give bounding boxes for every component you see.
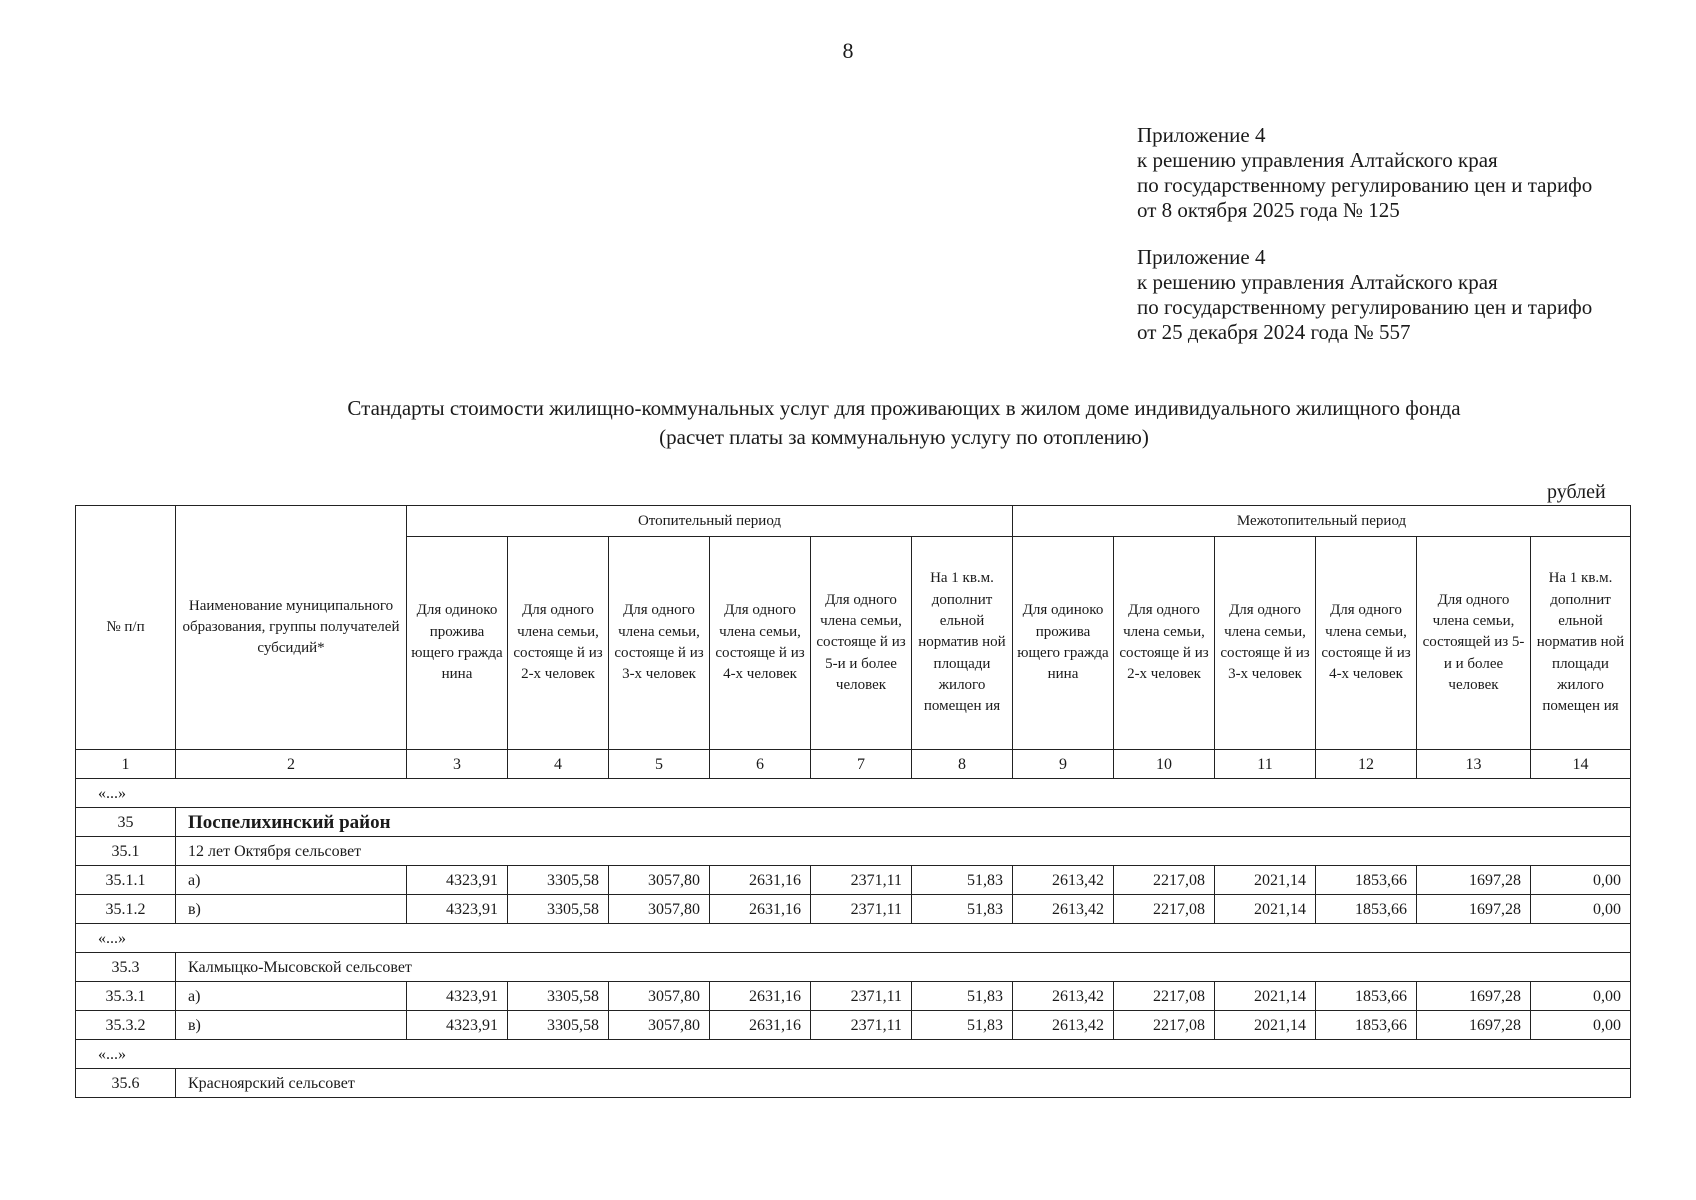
column-number: 13 <box>1417 750 1531 779</box>
header-col-10: Для одного члена семьи, состояще й из 2-х человек <box>1114 537 1215 750</box>
row-group: а) <box>176 866 407 895</box>
cell-value: 2631,16 <box>710 866 811 895</box>
cell-value: 2217,08 <box>1114 895 1215 924</box>
column-number: 14 <box>1531 750 1631 779</box>
table-row <box>76 895 1631 924</box>
column-number: 10 <box>1114 750 1215 779</box>
cell-value: 3305,58 <box>508 895 609 924</box>
cell-value: 3305,58 <box>508 1011 609 1040</box>
column-number: 9 <box>1013 750 1114 779</box>
annex-previous <box>1137 245 1592 345</box>
cell-value: 1853,66 <box>1316 895 1417 924</box>
settlement-row <box>76 953 1631 982</box>
cell-value: 4323,91 <box>407 895 508 924</box>
document-title <box>150 394 1658 452</box>
cell-value: 4323,91 <box>407 866 508 895</box>
column-number: 4 <box>508 750 609 779</box>
cell-value: 1697,28 <box>1417 982 1531 1011</box>
title-line-2: (расчет платы за коммунальную услугу по отоплению) <box>659 425 1149 449</box>
page-number: 8 <box>842 38 854 63</box>
column-number: 5 <box>609 750 710 779</box>
row-num: 35.3.1 <box>76 982 176 1011</box>
settlement-name: Калмыцко-Мысовской сельсовет <box>176 953 1631 982</box>
cell-value: 2631,16 <box>710 895 811 924</box>
annex-line: к решению управления Алтайского края <box>1137 270 1498 294</box>
header-col-12: Для одного члена семьи, состояще й из 4-х человек <box>1316 537 1417 750</box>
district-name: Поспелихинский район <box>176 808 1631 837</box>
cell-value: 0,00 <box>1531 982 1631 1011</box>
cell-value: 51,83 <box>912 982 1013 1011</box>
row-group: в) <box>176 1011 407 1040</box>
cell-value: 3057,80 <box>609 1011 710 1040</box>
cell-value: 2613,42 <box>1013 866 1114 895</box>
column-number: 1 <box>76 750 176 779</box>
cell-value: 0,00 <box>1531 1011 1631 1040</box>
header-col-9: Для одиноко прожива ющего гражда нина <box>1013 537 1114 750</box>
column-number: 7 <box>811 750 912 779</box>
annex-line: по государственному регулированию цен и тарифо <box>1137 173 1593 197</box>
cell-value: 2021,14 <box>1215 982 1316 1011</box>
table-row <box>76 982 1631 1011</box>
cell-value: 51,83 <box>912 895 1013 924</box>
cell-value: 2371,11 <box>811 866 912 895</box>
cell-value: 3305,58 <box>508 866 609 895</box>
row-group: в) <box>176 895 407 924</box>
unit-label: рублей <box>1547 481 1606 503</box>
column-numbers-row <box>76 750 1631 779</box>
header-col-3: Для одиноко прожива ющего гражда нина <box>407 537 508 750</box>
column-number: 11 <box>1215 750 1316 779</box>
column-number: 6 <box>710 750 811 779</box>
tariff-table <box>75 505 1631 1098</box>
cell-value: 3305,58 <box>508 982 609 1011</box>
cell-value: 2021,14 <box>1215 1011 1316 1040</box>
column-number: 8 <box>912 750 1013 779</box>
row-num: 35.3.2 <box>76 1011 176 1040</box>
cell-value: 2371,11 <box>811 895 912 924</box>
column-number: 2 <box>176 750 407 779</box>
row-num: 35.1.2 <box>76 895 176 924</box>
header-col-11: Для одного члена семьи, состояще й из 3-х человек <box>1215 537 1316 750</box>
cell-value: 1697,28 <box>1417 895 1531 924</box>
cell-value: 2631,16 <box>710 982 811 1011</box>
header-col-14: На 1 кв.м. дополнит ельной норматив ной площади жилого помещен ия <box>1531 537 1631 750</box>
settlement-row <box>76 1069 1631 1098</box>
cell-value: 2371,11 <box>811 1011 912 1040</box>
cell-value: 3057,80 <box>609 895 710 924</box>
ellipsis: «...» <box>76 1040 1631 1069</box>
header-heating-period: Отопительный период <box>407 506 1013 537</box>
annex-line: от 8 октября 2025 года № 125 <box>1137 198 1400 222</box>
header-num: № п/п <box>76 506 176 750</box>
row-num: 35.1.1 <box>76 866 176 895</box>
ellipsis: «...» <box>76 779 1631 808</box>
settlement-num: 35.6 <box>76 1069 176 1098</box>
cell-value: 2021,14 <box>1215 866 1316 895</box>
title-line-1: Стандарты стоимости жилищно-коммунальных услуг для проживающих в жилом доме индивидуального жилищного фонда <box>347 396 1461 420</box>
cell-value: 2613,42 <box>1013 895 1114 924</box>
cell-value: 3057,80 <box>609 866 710 895</box>
header-col-13: Для одного члена семьи, состоящей из 5-и и более человек <box>1417 537 1531 750</box>
settlement-row <box>76 837 1631 866</box>
column-number: 12 <box>1316 750 1417 779</box>
cell-value: 0,00 <box>1531 895 1631 924</box>
ellipsis-row <box>76 924 1631 953</box>
annex-line: к решению управления Алтайского края <box>1137 148 1498 172</box>
annex-line: по государственному регулированию цен и тарифо <box>1137 295 1593 319</box>
cell-value: 2613,42 <box>1013 982 1114 1011</box>
cell-value: 1853,66 <box>1316 1011 1417 1040</box>
cell-value: 2631,16 <box>710 1011 811 1040</box>
annex-current <box>1137 123 1592 223</box>
cell-value: 4323,91 <box>407 1011 508 1040</box>
cell-value: 4323,91 <box>407 982 508 1011</box>
cell-value: 1697,28 <box>1417 866 1531 895</box>
settlement-name: 12 лет Октября сельсовет <box>176 837 1631 866</box>
cell-value: 0,00 <box>1531 866 1631 895</box>
column-number: 3 <box>407 750 508 779</box>
header-col-8: На 1 кв.м. дополнит ельной норматив ной площади жилого помещен ия <box>912 537 1013 750</box>
row-group: а) <box>176 982 407 1011</box>
header-name: Наименование муниципального образования, группы получателей субсидий* <box>176 506 407 750</box>
district-num: 35 <box>76 808 176 837</box>
header-col-6: Для одного члена семьи, состояще й из 4-х человек <box>710 537 811 750</box>
cell-value: 2371,11 <box>811 982 912 1011</box>
cell-value: 1853,66 <box>1316 982 1417 1011</box>
cell-value: 1853,66 <box>1316 866 1417 895</box>
settlement-num: 35.3 <box>76 953 176 982</box>
table-row <box>76 866 1631 895</box>
ellipsis-row <box>76 779 1631 808</box>
annex-line: Приложение 4 <box>1137 123 1266 147</box>
ellipsis: «...» <box>76 924 1631 953</box>
cell-value: 2021,14 <box>1215 895 1316 924</box>
settlement-num: 35.1 <box>76 837 176 866</box>
district-row <box>76 808 1631 837</box>
settlement-name: Красноярский сельсовет <box>176 1069 1631 1098</box>
cell-value: 2217,08 <box>1114 1011 1215 1040</box>
table-row <box>76 1011 1631 1040</box>
header-col-7: Для одного члена семьи, состояще й из 5-и и более человек <box>811 537 912 750</box>
annex-line: Приложение 4 <box>1137 245 1266 269</box>
cell-value: 2613,42 <box>1013 1011 1114 1040</box>
annex-line: от 25 декабря 2024 года № 557 <box>1137 320 1411 344</box>
cell-value: 2217,08 <box>1114 982 1215 1011</box>
cell-value: 51,83 <box>912 866 1013 895</box>
cell-value: 3057,80 <box>609 982 710 1011</box>
header-non-heating-period: Межотопительный период <box>1013 506 1631 537</box>
header-col-4: Для одного члена семьи, состояще й из 2-х человек <box>508 537 609 750</box>
header-col-5: Для одного члена семьи, состояще й из 3-х человек <box>609 537 710 750</box>
cell-value: 1697,28 <box>1417 1011 1531 1040</box>
cell-value: 2217,08 <box>1114 866 1215 895</box>
ellipsis-row <box>76 1040 1631 1069</box>
cell-value: 51,83 <box>912 1011 1013 1040</box>
